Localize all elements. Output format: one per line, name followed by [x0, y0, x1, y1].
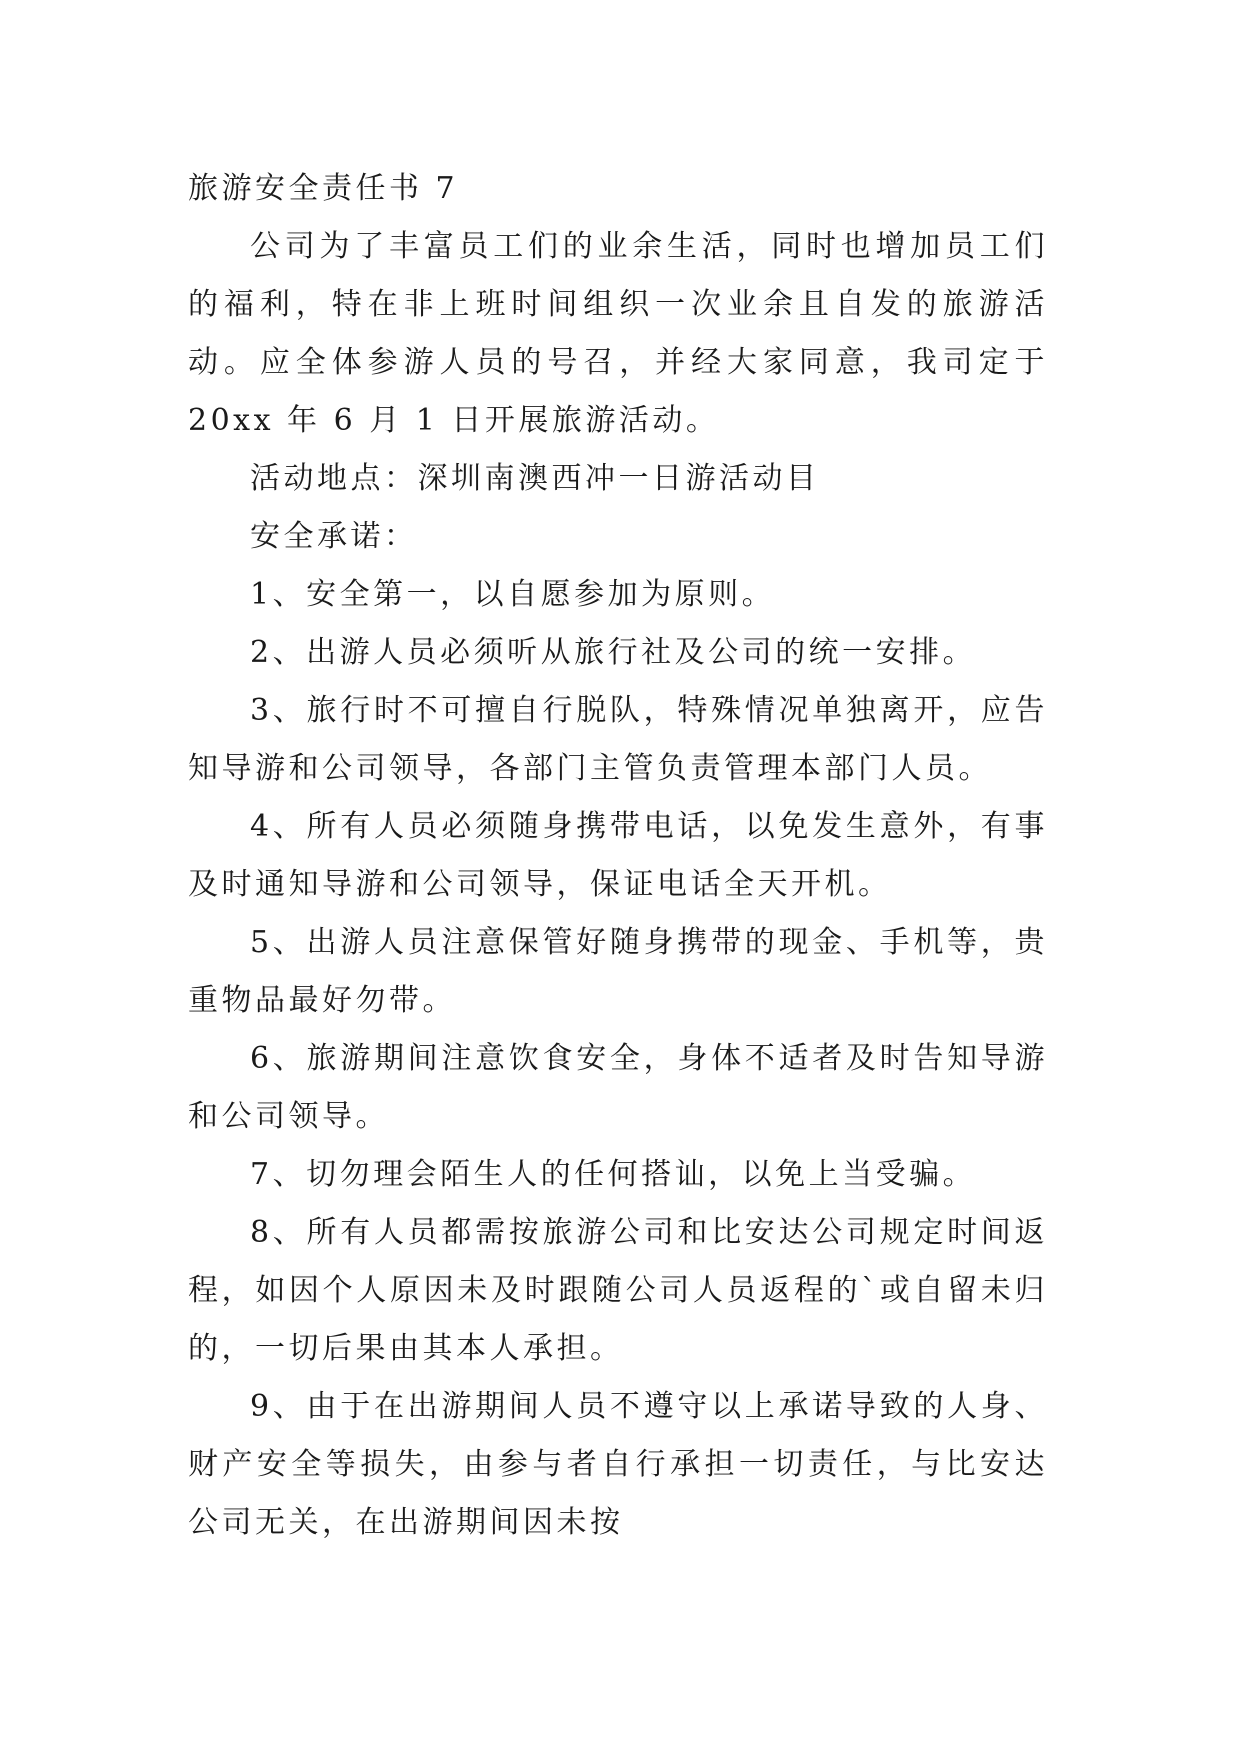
commitment-heading: 安全承诺：	[250, 519, 418, 554]
commitment-item-5: 5、出游人员注意保管好随身携带的现金、手机等，贵重物品最好勿带。	[188, 925, 1048, 1018]
document-body	[188, 160, 1048, 1552]
commitment-item-1: 1、安全第一，以自愿参加为原则。	[250, 577, 776, 612]
commitment-item-9: 9、由于在出游期间人员不遵守以上承诺导致的人身、财产安全等损失，由参与者自行承担一切责任，与比安达公司无关，在出游期间因未按	[188, 1389, 1048, 1540]
commitment-item-8: 8、所有人员都需按旅游公司和比安达公司规定时间返程，如因个人原因未及时跟随公司人员返程的`或自留未归的，一切后果由其本人承担。	[188, 1215, 1048, 1366]
commitment-item-7: 7、切勿理会陌生人的任何搭讪，以免上当受骗。	[250, 1157, 977, 1192]
commitment-item-6: 6、旅游期间注意饮食安全，身体不适者及时告知导游和公司领导。	[188, 1041, 1048, 1134]
commitment-item-2: 2、出游人员必须听从旅行社及公司的统一安排。	[250, 635, 977, 670]
location-paragraph: 活动地点：深圳南澳西冲一日游活动目	[250, 461, 820, 496]
intro-paragraph: 公司为了丰富员工们的业余生活，同时也增加员工们的福利，特在非上班时间组织一次业余且自发的旅游活动。应全体参游人员的号召，并经大家同意，我司定于 20xx 年 6 月 1 日开展旅游活动。	[188, 229, 1048, 438]
commitment-item-3: 3、旅行时不可擅自行脱队，特殊情况单独离开，应告知导游和公司领导，各部门主管负责管理本部门人员。	[188, 693, 1048, 786]
commitment-item-4: 4、所有人员必须随身携带电话，以免发生意外，有事及时通知导游和公司领导，保证电话全天开机。	[188, 809, 1048, 902]
document-title: 旅游安全责任书 7	[188, 171, 459, 206]
